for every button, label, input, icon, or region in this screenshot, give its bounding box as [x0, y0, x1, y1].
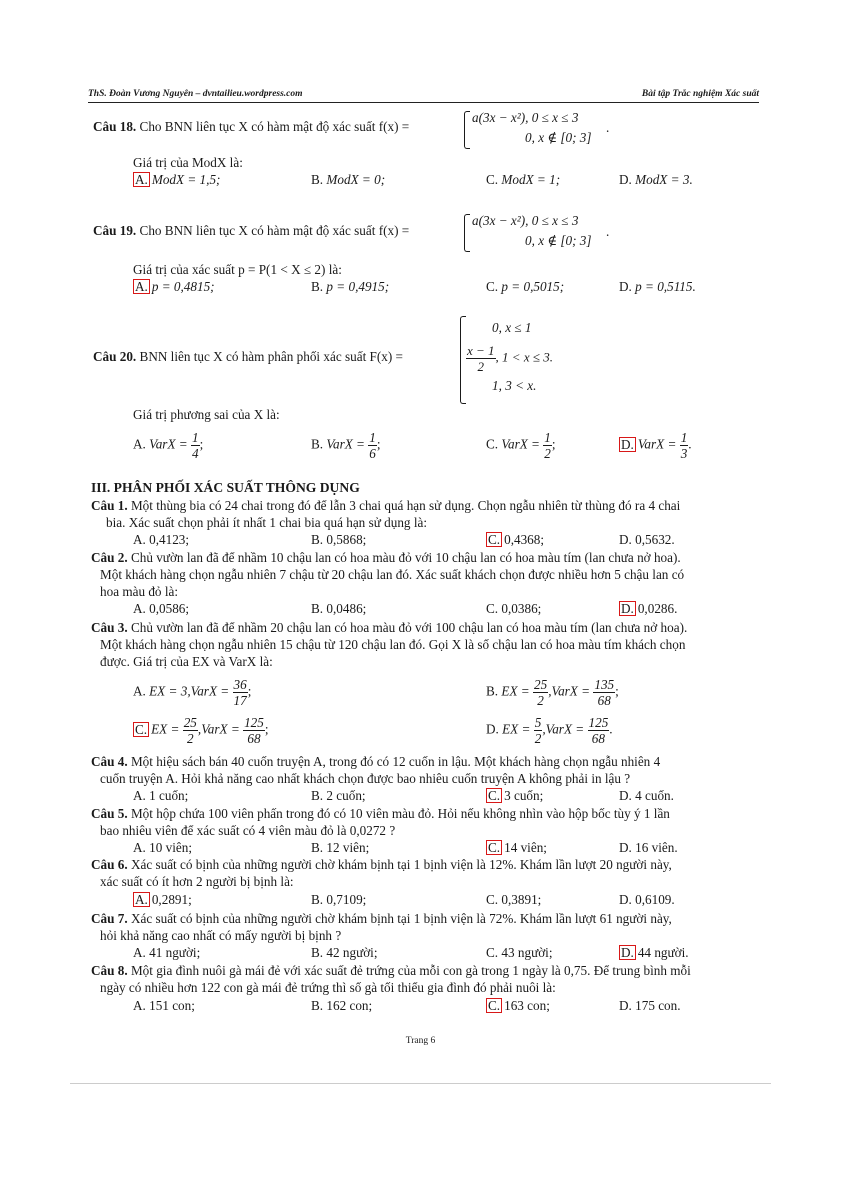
p7-option-d[interactable]: D. 44 người.	[621, 945, 689, 960]
p7-option-c[interactable]: C. 43 người;	[486, 945, 553, 960]
q20-ask: Giá trị phương sai của X là:	[133, 407, 280, 422]
p3-option-a[interactable]: A. EX = 3,VarX = $\frac{36}{17}$ ;	[133, 677, 252, 708]
p6-option-b[interactable]: B. 0,7109;	[311, 892, 367, 907]
p8-option-a[interactable]: A. 151 con;	[133, 998, 195, 1013]
q18-brace	[464, 111, 470, 149]
p7-option-a[interactable]: A. 41 người;	[133, 945, 201, 960]
q20-option-c[interactable]: C. VarX = $\frac{1}{2}$ ;	[486, 430, 556, 461]
q19-option-a[interactable]: A. p = 0,4815;	[135, 279, 215, 294]
p1-option-a[interactable]: A. 0,4123;	[133, 532, 190, 547]
answer-mark: C.	[488, 532, 501, 547]
q18-ask: Giá trị của ModX là:	[133, 155, 243, 170]
answer-mark: D.	[621, 601, 634, 616]
answer-mark: C.	[488, 998, 501, 1013]
bottom-rule	[70, 1083, 771, 1084]
q19-case1: a(3x − x²), 0 ≤ x ≤ 3	[472, 213, 579, 228]
q19-option-b[interactable]: B. p = 0,4915;	[311, 279, 390, 294]
q20-case3: 1, 3 < x.	[492, 378, 537, 393]
p5-option-c[interactable]: C. 14 viên;	[488, 840, 547, 855]
p6-option-c[interactable]: C. 0,3891;	[486, 892, 542, 907]
p2-option-b[interactable]: B. 0,0486;	[311, 601, 367, 616]
answer-mark: A.	[135, 172, 148, 187]
q19-option-d[interactable]: D. p = 0,5115.	[619, 279, 696, 294]
q18-stem: Câu 18. Cho BNN liên tục X có hàm mật độ xác suất f(x) =	[93, 119, 410, 134]
page-header	[88, 87, 759, 103]
p8-option-b[interactable]: B. 162 con;	[311, 998, 373, 1013]
p3-option-b[interactable]: B. EX = $\frac{25}{2}$ ,VarX = $\frac{135}{68}$ ;	[486, 677, 619, 708]
p4-option-a[interactable]: A. 1 cuốn;	[133, 788, 189, 803]
q20-case2: $\frac{x - 1}{2}$ , 1 < x ≤ 3.	[467, 343, 553, 374]
p5-option-d[interactable]: D. 16 viên.	[619, 840, 678, 855]
page-number: Trang 6	[405, 1036, 436, 1046]
p5-option-a[interactable]: A. 10 viên;	[133, 840, 192, 855]
p1-option-b[interactable]: B. 0,5868;	[311, 532, 367, 547]
p6-option-a[interactable]: A. 0,2891;	[135, 892, 192, 907]
q19-ask: Giá trị của xác suất p = P(1 < X ≤ 2) là:	[133, 262, 342, 277]
answer-mark: A.	[135, 279, 148, 294]
q19-brace	[464, 214, 470, 252]
p1-option-d[interactable]: D. 0,5632.	[619, 532, 675, 547]
p5-option-b[interactable]: B. 12 viên;	[311, 840, 370, 855]
header-author: ThS. Đoàn Vương Nguyên – dvntailieu.wordpress.com	[88, 89, 303, 99]
p4-option-b[interactable]: B. 2 cuốn;	[311, 788, 366, 803]
q19-case2: 0, x ∉ [0; 3]	[525, 233, 592, 248]
q18-option-d[interactable]: D. ModX = 3.	[619, 172, 693, 187]
p7-option-b[interactable]: B. 42 người;	[311, 945, 378, 960]
p2-option-c[interactable]: C. 0,0386;	[486, 601, 542, 616]
answer-mark: C.	[135, 721, 148, 737]
p8-option-d[interactable]: D. 175 con.	[619, 998, 681, 1013]
document-page: ThS. Đoàn Vương Nguyên – dvntailieu.wordpress.com Bài tập Trắc nghiệm Xác suất Câu 18. Cho BNN liên tục X có hàm mật độ xác suất f(x) = a(3x − x²), 0 ≤ x ≤ 3 0, x ∉ [0; 3] . Giá trị của ModX là: A. ModX = 1,5; B. ModX = 0; C. ModX = 1; D. ModX = 3. Câu 19. Cho BNN liên tục X có hàm mật độ xác suất f(x) = a(3x − x²), 0 ≤ x ≤ 3 0, x ∉ [0; 3] . Giá trị của xác suất p = P(1 < X ≤ 2) là: A. p = 0,4815; B. p = 0,4915; C. p = 0,5015; D. p = 0,5115. Câu 20. BNN liên tục X có hàm phân phối xác suất F(x) = 0, x ≤ 1 $\frac{x - 1}{2}$ , 1 < x ≤ 3. 1, 3 < x. Giá trị phương sai của X là: A. VarX = $\frac{1}{4}$ ; B. VarX = $\frac{1}{6}$ ; C. VarX = $\frac{1}{2}$ ; D. VarX = $\frac{1}{3}$ . III. PHÂN PHỐI XÁC SUẤT THÔNG DỤNG Câu 1. Một thùng bia có 24 chai trong đó để lẫn 3 chai quá hạn sử dụng. Chọn ngẫu nhiên từ thùng đó ra 4 chai bia. Xác suất chọn phải ít nhất 1 chai bia quá hạn sử dụng là: A. 0,4123; B. 0,5868; C. 0,4368; D. 0,5632. Câu 2. Chủ vườn lan đã để nhầm 10 chậu lan có hoa màu đỏ với 10 chậu lan có hoa màu tím (lan chưa nở hoa). Một khách hàng chọn ngẫu nhiên 7 chậu từ 20 chậu lan đó. Xác suất khách chọn được nhiều hơn 5 chậu lan có hoa màu đỏ là: A. 0,0586; B. 0,0486; C. 0,0386; D. 0,0286. Câu 3. Chủ vườn lan đã để nhầm 20 chậu lan có hoa màu đỏ với 100 chậu lan có hoa màu tím (lan chưa nở hoa). Một khách hàng chọn ngẫu nhiên 15 chậu từ 120 chậu lan đó. Gọi X là số chậu lan có hoa màu tím khách chọn được. Giá trị của EX và VarX là: A. EX = 3,VarX = $\frac{36}{17}$ ; B. EX = $\frac{25}{2}$ ,VarX = $\frac{135}{68}$ ; C. EX = $\frac{25}{2}$ ,VarX = $\frac{125}{68}$ ; D. EX = $\frac{5}{2}$ ,VarX = $\frac{125}{68}$ . Câu 4. Một hiệu sách bán 40 cuốn truyện A, trong đó có 12 cuốn in lậu. Một khách hàng chọn ngẫu nhiên 4 cuốn truyện A. Hỏi khả năng cao nhất khách chọn được bao nhiêu cuốn truyện A không phải in lậu ? A. 1 cuốn; B. 2 cuốn; C. 3 cuốn; D. 4 cuốn. Câu 5. Một hộp chứa 100 viên phấn trong đó có 10 viên màu đỏ. Hỏi nếu không nhìn vào hộp bốc tùy ý 1 lần bao nhiêu viên để xác suất có 4 viên màu đỏ là 0,0272 ? A. 10 viên; B. 12 viên; C. 14 viên; D. 16 viên. Câu 6. Xác suất có bịnh của những người chờ khám bịnh tại 1 bịnh viện là 12%. Khám lần lượt 20 người này, xác suất có ít hơn 2 người bị bịnh là: A. 0,2891; B. 0,7109; C. 0,3891; D. 0,6109. Câu 7. Xác suất có bịnh của những người chờ khám bịnh tại 1 bịnh viện là 72%. Khám lần lượt 61 người này, hỏi khả năng cao nhất có mấy người bị bịnh ? A. 41 người; B. 42 người; C. 43 người; D. 44 người. Câu 8. Một gia đình nuôi gà mái đẻ với xác suất đẻ trứng của mỗi con gà trong 1 ngày là 0,75. Để trung bình mỗi ngày có nhiều hơn 122 con gà mái đẻ trứng thì số gà tối thiểu gia đình đó phải nuôi là: A. 151 con; B. 162 con; C. 163 con; D. 175 con. Trang 6	[0, 0, 841, 1191]
p3-option-c[interactable]: C. EX = $\frac{25}{2}$ ,VarX = $\frac{125}{68}$ ;	[135, 715, 269, 746]
q20-stem: Câu 20. BNN liên tục X có hàm phân phối xác suất F(x) =	[93, 349, 403, 364]
p2-option-d[interactable]: D. 0,0286.	[621, 601, 678, 616]
header-title: Bài tập Trắc nghiệm Xác suất	[641, 89, 759, 99]
q20-option-b[interactable]: B. VarX = $\frac{1}{6}$ ;	[311, 430, 381, 461]
answer-mark: D.	[621, 436, 634, 452]
q20-case1: 0, x ≤ 1	[492, 320, 532, 335]
answer-mark: A.	[135, 892, 148, 907]
p4-option-c[interactable]: C. 3 cuốn;	[488, 788, 544, 803]
answer-mark: C.	[488, 788, 501, 803]
q19-option-c[interactable]: C. p = 0,5015;	[486, 279, 565, 294]
p1-option-c[interactable]: C. 0,4368;	[488, 532, 545, 547]
q18-option-c[interactable]: C. ModX = 1;	[486, 172, 561, 187]
q18-case1: a(3x − x²), 0 ≤ x ≤ 3	[472, 110, 579, 125]
p3-option-d[interactable]: D. EX = $\frac{5}{2}$ ,VarX = $\frac{125}{68}$ .	[486, 715, 613, 746]
q18-option-b[interactable]: B. ModX = 0;	[311, 172, 386, 187]
q19-stem: Câu 19. Cho BNN liên tục X có hàm mật độ xác suất f(x) =	[93, 223, 410, 238]
p2-option-a[interactable]: A. 0,0586;	[133, 601, 190, 616]
p6-option-d[interactable]: D. 0,6109.	[619, 892, 675, 907]
q18-option-a[interactable]: A. ModX = 1,5;	[135, 172, 221, 187]
p8-option-c[interactable]: C. 163 con;	[488, 998, 550, 1013]
answer-mark: C.	[488, 840, 501, 855]
p4-option-d[interactable]: D. 4 cuốn.	[619, 788, 674, 803]
header-rule	[88, 102, 759, 103]
q20-option-a[interactable]: A. VarX = $\frac{1}{4}$ ;	[133, 430, 204, 461]
answer-mark: D.	[621, 945, 634, 960]
q18-case2: 0, x ∉ [0; 3]	[525, 130, 592, 145]
section-heading: III. PHÂN PHỐI XÁC SUẤT THÔNG DỤNG	[91, 480, 360, 495]
q20-option-d[interactable]: D. VarX = $\frac{1}{3}$ .	[621, 430, 692, 461]
